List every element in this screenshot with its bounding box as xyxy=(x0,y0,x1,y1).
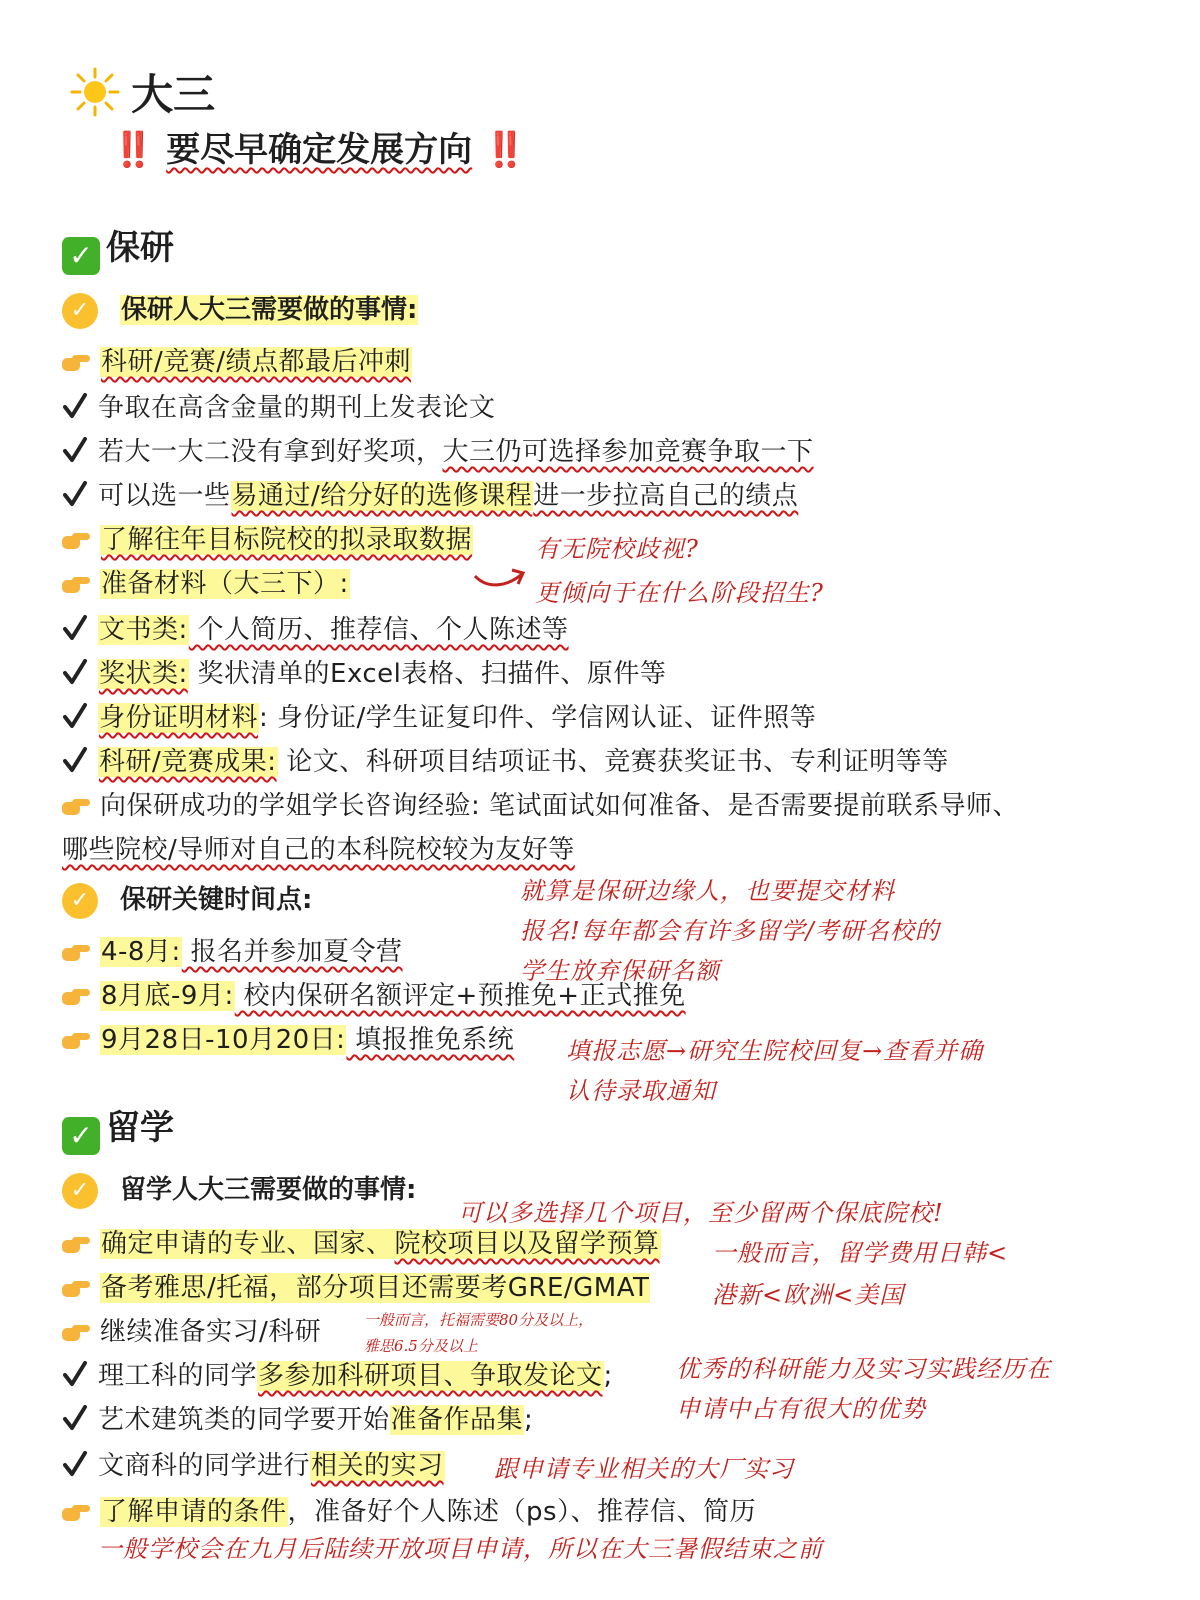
timeline-item: 8月底-9月: 校内保研名额评定+预推免+正式推免 xyxy=(62,978,686,1014)
handwritten-note: 一般学校会在九月后陆续开放项目申请，所以在大三暑假结束之前 xyxy=(98,1535,823,1563)
checkmark-icon xyxy=(62,1359,88,1389)
checkmark-icon xyxy=(62,701,88,731)
handwritten-note: 填报志愿→研究生院校回复→查看并确 xyxy=(566,1037,984,1065)
handwritten-note: 跟申请专业相关的大厂实习 xyxy=(494,1455,794,1483)
pointing-hand-icon xyxy=(62,1278,90,1298)
list-item: 争取在高含金量的期刊上发表论文 xyxy=(62,390,496,426)
list-item: 若大一大二没有拿到好奖项，大三仍可选择参加竞赛争取一下 xyxy=(62,434,814,470)
title-row xyxy=(70,62,215,122)
handwritten-note: 报名!每年都会有许多留学/考研名校的 xyxy=(520,917,940,945)
list-item: 科研/竞赛/绩点都最后冲刺 xyxy=(62,344,412,380)
handwritten-note: 有无院校歧视? xyxy=(535,535,699,563)
handwritten-note: 学生放弃保研名额 xyxy=(520,957,720,985)
list-item: 了解往年目标院校的拟录取数据 xyxy=(62,522,473,558)
list-item: 科研/竞赛成果: 论文、科研项目结项证书、竞赛获奖证书、专利证明等等 xyxy=(62,744,949,780)
checkmark-icon xyxy=(62,745,88,775)
headline xyxy=(112,128,526,172)
baoyan-time-title: ✓ 保研关键时间点: xyxy=(62,882,312,919)
pointing-hand-icon xyxy=(62,986,90,1006)
list-item-continued: 哪些院校/导师对自己的本科院校较为友好等 xyxy=(62,835,575,865)
pointing-hand-icon xyxy=(62,352,90,372)
pointing-hand-icon xyxy=(62,1234,90,1254)
handwritten-note: 就算是保研边缘人，也要提交材料 xyxy=(520,877,895,905)
list-item: 可以选一些易通过/给分好的选修课程进一步拉高自己的绩点 xyxy=(62,478,798,514)
list-item: 向保研成功的学姐学长咨询经验: 笔试面试如何准备、是否需要提前联系导师、 xyxy=(62,788,1019,824)
baoyan-todo-title: ✓ 保研人大三需要做的事情: xyxy=(62,292,418,329)
pointing-hand-icon xyxy=(62,1030,90,1050)
headline-text: 要尽早确定发展方向 xyxy=(166,130,473,170)
section-heading-baoyan: ✓ 保研 xyxy=(62,226,174,275)
check-box-icon: ✓ xyxy=(62,1117,100,1155)
handwritten-note: 更倾向于在什么阶段招生? xyxy=(535,579,824,607)
pointing-hand-icon xyxy=(62,1502,90,1522)
list-item: 继续准备实习/科研 xyxy=(62,1314,321,1350)
list-item: 艺术建筑类的同学要开始准备作品集; xyxy=(62,1402,533,1438)
timeline-item: 9月28日-10月20日: 填报推免系统 xyxy=(62,1022,514,1058)
handwritten-note: 认待录取通知 xyxy=(566,1077,716,1105)
checkmark-icon xyxy=(62,435,88,465)
handwritten-note: 雅思6.5分及以上 xyxy=(364,1337,478,1355)
pointing-hand-icon xyxy=(62,796,90,816)
list-item: 文书类: 个人简历、推荐信、个人陈述等 xyxy=(62,612,569,648)
handwritten-note: 申请中占有很大的优势 xyxy=(676,1395,926,1423)
list-item: 确定申请的专业、国家、院校项目以及留学预算 xyxy=(62,1226,661,1262)
list-item: 准备材料（大三下）: xyxy=(62,566,350,602)
check-circle-icon: ✓ xyxy=(62,293,98,329)
page-title: 大三 xyxy=(131,70,216,119)
pointing-hand-icon xyxy=(62,574,90,594)
check-circle-icon: ✓ xyxy=(62,1173,98,1209)
double-exclamation-icon: ‼️ xyxy=(112,130,155,170)
checkmark-icon xyxy=(62,613,88,643)
check-box-icon: ✓ xyxy=(62,237,100,275)
timeline-item: 4-8月: 报名并参加夏令营 xyxy=(62,934,403,970)
handwritten-note: 可以多选择几个项目，至少留两个保底院校! xyxy=(458,1199,944,1227)
list-item: 奖状类: 奖状清单的Excel表格、扫描件、原件等 xyxy=(62,656,666,692)
checkmark-icon xyxy=(62,391,88,421)
sun-icon xyxy=(70,67,120,117)
section-heading-liuxue: ✓ 留学 xyxy=(62,1106,174,1155)
check-circle-icon: ✓ xyxy=(62,883,98,919)
liuxue-todo-title: ✓ 留学人大三需要做的事情: xyxy=(62,1172,416,1209)
checkmark-icon xyxy=(62,1449,88,1479)
list-item: 了解申请的条件，准备好个人陈述（ps）、推荐信、简历 xyxy=(62,1494,756,1530)
pointing-hand-icon xyxy=(62,1322,90,1342)
handwritten-note: 一般而言，托福需要80分及以上， xyxy=(364,1311,594,1329)
checkmark-icon xyxy=(62,1403,88,1433)
handwritten-note: 港新<欧洲<美国 xyxy=(712,1281,905,1309)
hand-drawn-arrow xyxy=(470,556,530,596)
pointing-hand-icon xyxy=(62,530,90,550)
handwritten-note: 一般而言，留学费用日韩< xyxy=(712,1239,1009,1267)
checkmark-icon xyxy=(62,657,88,687)
handwritten-note: 优秀的科研能力及实习实践经历在 xyxy=(676,1355,1051,1383)
pointing-hand-icon xyxy=(62,942,90,962)
double-exclamation-icon: ‼️ xyxy=(484,130,527,170)
list-item: 文商科的同学进行相关的实习 xyxy=(62,1448,445,1484)
list-item: 身份证明材料: 身份证/学生证复印件、学信网认证、证件照等 xyxy=(62,700,816,736)
list-item: 备考雅思/托福，部分项目还需要考GRE/GMAT xyxy=(62,1270,650,1306)
checkmark-icon xyxy=(62,479,88,509)
list-item: 理工科的同学多参加科研项目、争取发论文; xyxy=(62,1358,613,1394)
